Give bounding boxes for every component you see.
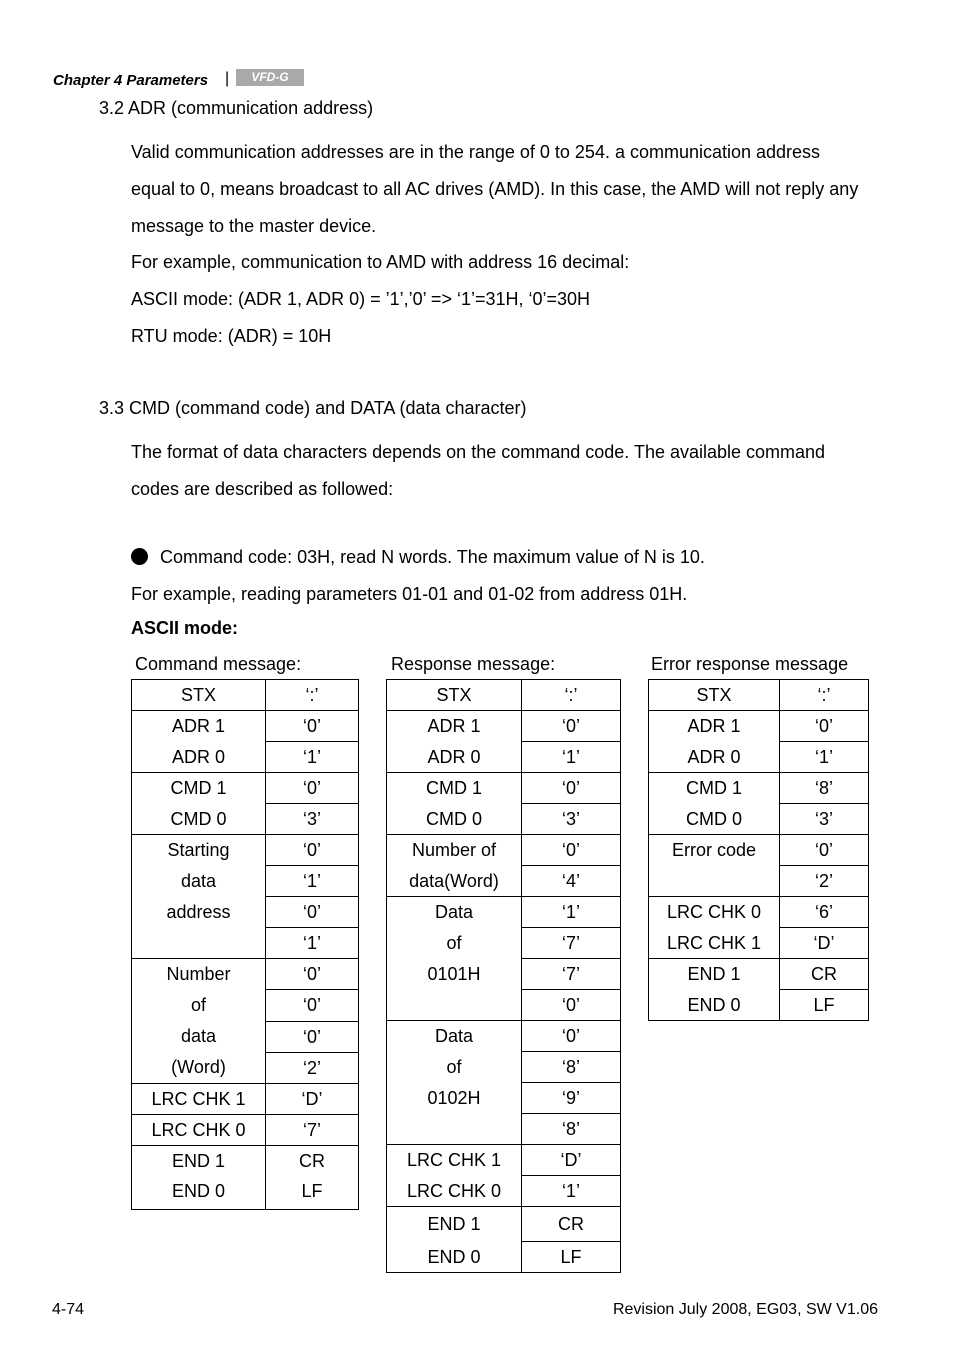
table-row: [132, 1146, 359, 1177]
field-name: ADR 1: [387, 711, 522, 742]
label-line: data: [180, 1026, 217, 1046]
number-of-data-label: [132, 959, 266, 1084]
field-value: ‘9’: [522, 1083, 621, 1114]
table-row: [649, 680, 869, 711]
field-value: ‘D’: [266, 1084, 359, 1115]
field-name: LRC CHK 0: [387, 1176, 522, 1207]
field-value: ‘1’: [780, 742, 869, 773]
paragraph-line: Valid communication addresses are in the range of 0 to 254. a communication address: [131, 142, 821, 162]
section-heading: 3.3 CMD (command code) and DATA (data character): [99, 398, 527, 418]
field-value: ‘0’: [266, 1021, 359, 1052]
field-name: ADR 0: [132, 742, 266, 773]
field-value: CR: [780, 959, 869, 990]
response-message-table: [386, 679, 621, 1273]
field-value: ‘0’: [522, 835, 621, 866]
page-number: 4-74: [52, 1301, 85, 1318]
field-value: ‘0’: [266, 959, 359, 990]
field-value: ‘0’: [266, 711, 359, 742]
table-row: [387, 897, 621, 928]
label-line: Starting: [167, 840, 230, 860]
field-value: ‘0’: [522, 773, 621, 804]
table-row: [387, 1207, 621, 1242]
label-line: of: [446, 933, 462, 953]
paragraph-line: RTU mode: (ADR) = 10H: [131, 326, 332, 346]
field-name: ADR 1: [649, 711, 780, 742]
starting-address-label: [132, 835, 266, 959]
table-row: [387, 1242, 621, 1273]
table-row: [387, 773, 621, 804]
field-value: ‘0’: [266, 835, 359, 866]
field-name: STX: [387, 680, 522, 711]
field-name: END 0: [132, 1176, 266, 1210]
paragraph-line: message to the master device.: [131, 216, 377, 236]
table-row: [132, 680, 359, 711]
table-row: [649, 897, 869, 928]
field-value: ‘6’: [780, 897, 869, 928]
table-row: [387, 804, 621, 835]
field-value: ‘D’: [780, 928, 869, 959]
table-row: [132, 1084, 359, 1115]
table-row: [649, 804, 869, 835]
field-value: CR: [266, 1146, 359, 1177]
label-line: data: [180, 871, 217, 891]
example-text: For example, reading parameters 01-01 and 01-02 from address 01H.: [131, 584, 688, 604]
field-value: ‘0’: [522, 1021, 621, 1052]
chapter-header: Chapter 4 Parameters: [53, 72, 209, 89]
field-value: ‘8’: [780, 773, 869, 804]
section-heading: 3.2 ADR (communication address): [99, 98, 374, 118]
table-row: [132, 742, 359, 773]
field-name: LRC CHK 0: [132, 1115, 266, 1146]
field-value: ‘7’: [266, 1115, 359, 1146]
field-value: ‘D’: [522, 1145, 621, 1176]
label-line: 0102H: [427, 1088, 481, 1108]
field-value: ‘0’: [266, 773, 359, 804]
paragraph-line: The format of data characters depends on the command code. The available command: [131, 442, 826, 462]
field-value: ‘0’: [780, 711, 869, 742]
field-name: LRC CHK 1: [387, 1145, 522, 1176]
table-row: [649, 990, 869, 1021]
paragraph-line: ASCII mode: (ADR 1, ADR 0) = ’1’,’0’ => ‘1’=31H, ‘0’=30H: [131, 289, 591, 309]
table-row: [387, 680, 621, 711]
table-row: [132, 959, 359, 990]
label-line: Number: [166, 964, 231, 984]
table-row: [387, 742, 621, 773]
field-value: LF: [522, 1242, 621, 1273]
data-0101h-label: [387, 897, 522, 1021]
table-row: [387, 1176, 621, 1207]
label-line: 0101H: [427, 964, 481, 984]
field-value: CR: [522, 1207, 621, 1242]
field-name: LRC CHK 0: [649, 897, 780, 928]
field-name: END 0: [387, 1242, 522, 1273]
field-value: ‘2’: [780, 866, 869, 897]
field-value: ‘1’: [266, 742, 359, 773]
table-row: [649, 928, 869, 959]
field-value: ‘0’: [522, 711, 621, 742]
bullet-icon: [131, 548, 148, 565]
field-value: ‘3’: [522, 804, 621, 835]
field-value: ‘3’: [780, 804, 869, 835]
field-name: STX: [132, 680, 266, 711]
field-value: ‘2’: [266, 1052, 359, 1083]
table-row: [132, 711, 359, 742]
field-name: END 1: [649, 959, 780, 990]
header-separator: |: [225, 70, 230, 87]
field-value: ‘4’: [522, 866, 621, 897]
table-row: [132, 1176, 359, 1210]
table-row: [132, 804, 359, 835]
bullet-text: Command code: 03H, read N words. The maximum value of N is 10.: [160, 547, 705, 567]
label-line: of: [190, 995, 206, 1015]
data-0102h-label: [387, 1021, 522, 1145]
field-value: ‘3’: [266, 804, 359, 835]
field-name: END 0: [649, 990, 780, 1021]
field-name: CMD 1: [387, 773, 522, 804]
table-row: [387, 1021, 621, 1052]
field-name: CMD 0: [387, 804, 522, 835]
error-code-label: Error code: [649, 835, 780, 897]
field-value: ‘1’: [522, 1176, 621, 1207]
field-value: LF: [780, 990, 869, 1021]
field-name: CMD 0: [132, 804, 266, 835]
field-value: ‘0’: [266, 990, 359, 1021]
field-name: data(Word): [387, 866, 522, 897]
table-row: [649, 835, 869, 866]
field-name: Number of: [387, 835, 522, 866]
label-line: of: [446, 1057, 462, 1077]
field-value: ‘7’: [522, 959, 621, 990]
table-row: [387, 711, 621, 742]
table-row: [387, 1145, 621, 1176]
paragraph-line: equal to 0, means broadcast to all AC drives (AMD). In this case, the AMD will not reply any: [131, 179, 859, 199]
field-name: LRC CHK 1: [132, 1084, 266, 1115]
response-caption: Response message:: [391, 654, 556, 674]
table-row: [132, 773, 359, 804]
field-name: ADR 0: [649, 742, 780, 773]
field-value: ‘8’: [522, 1114, 621, 1145]
field-value: ‘1’: [522, 897, 621, 928]
table-row: [132, 1115, 359, 1146]
table-row: [649, 773, 869, 804]
table-row: [649, 742, 869, 773]
table-row: [387, 866, 621, 897]
product-logo: VFD-G: [236, 69, 304, 86]
error-caption: Error response message: [651, 654, 849, 674]
field-name: CMD 1: [649, 773, 780, 804]
label-line: address: [166, 902, 231, 922]
table-row: [387, 835, 621, 866]
command-message-table: [131, 679, 359, 1210]
label-line: Data: [434, 1026, 474, 1046]
mode-label: ASCII mode:: [131, 618, 239, 638]
field-value: LF: [266, 1176, 359, 1210]
error-response-table: [648, 679, 869, 1021]
field-value: ‘:’: [780, 680, 869, 711]
field-name: END 1: [132, 1146, 266, 1177]
field-value: ‘0’: [522, 990, 621, 1021]
field-name: LRC CHK 1: [649, 928, 780, 959]
field-value: ‘7’: [522, 928, 621, 959]
field-value: ‘8’: [522, 1052, 621, 1083]
label-line: (Word): [171, 1057, 226, 1077]
table-row: [649, 959, 869, 990]
field-name: ADR 1: [132, 711, 266, 742]
field-value: ‘0’: [266, 897, 359, 928]
field-value: ‘:’: [266, 680, 359, 711]
field-name: STX: [649, 680, 780, 711]
command-caption: Command message:: [135, 654, 302, 674]
field-name: END 1: [387, 1207, 522, 1242]
label-line: Data: [434, 902, 474, 922]
field-value: ‘:’: [522, 680, 621, 711]
revision-text: Revision July 2008, EG03, SW V1.06: [612, 1301, 878, 1318]
field-name: ADR 0: [387, 742, 522, 773]
field-value: ‘1’: [522, 742, 621, 773]
field-value: ‘1’: [266, 928, 359, 959]
field-value: ‘0’: [780, 835, 869, 866]
field-value: ‘1’: [266, 866, 359, 897]
field-name: CMD 0: [649, 804, 780, 835]
table-row: [649, 711, 869, 742]
paragraph-line: codes are described as followed:: [131, 479, 394, 499]
paragraph-line: For example, communication to AMD with address 16 decimal:: [131, 252, 630, 272]
table-row: [132, 835, 359, 866]
field-name: CMD 1: [132, 773, 266, 804]
